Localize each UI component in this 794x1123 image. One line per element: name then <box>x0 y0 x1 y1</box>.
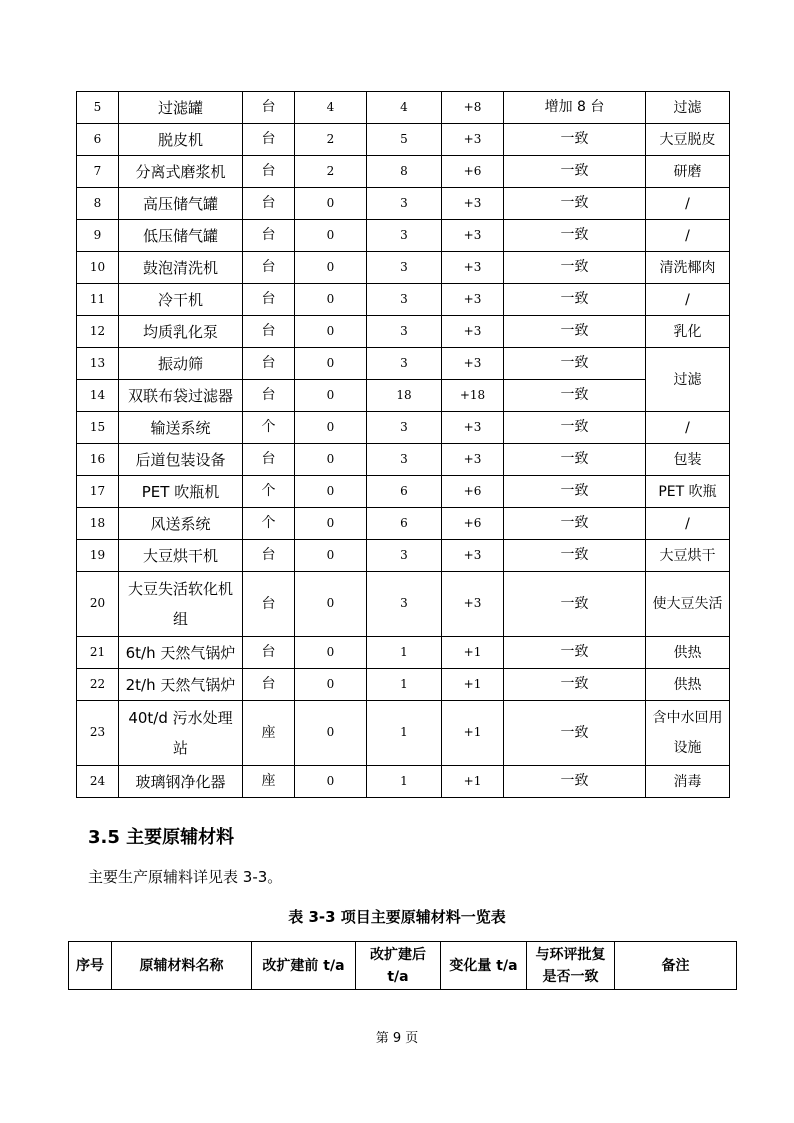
quantity-after: 6 <box>367 476 442 508</box>
note: 大豆脱皮 <box>646 124 730 156</box>
consistency: 一致 <box>504 380 646 412</box>
table-row <box>77 412 730 444</box>
quantity-change: +3 <box>442 412 504 444</box>
row-number: 5 <box>77 92 119 124</box>
table-row <box>77 669 730 701</box>
page-number: 第 9 页 <box>375 1031 419 1046</box>
quantity-change: +3 <box>442 220 504 252</box>
equipment-table <box>76 91 730 798</box>
quantity-change: +3 <box>442 444 504 476</box>
unit: 台 <box>243 540 295 572</box>
table-row <box>77 252 730 284</box>
header-cell: 备注 <box>615 942 737 990</box>
consistency: 增加 8 台 <box>504 92 646 124</box>
header-cell: 序号 <box>69 942 112 990</box>
table-row <box>77 348 730 380</box>
header-cell: 原辅材料名称 <box>112 942 252 990</box>
unit: 个 <box>243 412 295 444</box>
quantity-after: 4 <box>367 92 442 124</box>
quantity-before: 2 <box>295 124 367 156</box>
quantity-after: 3 <box>367 284 442 316</box>
quantity-before: 0 <box>295 220 367 252</box>
header-cell: 与环评批复是否一致 <box>527 942 615 990</box>
quantity-before: 4 <box>295 92 367 124</box>
equipment-name: 输送系统 <box>119 412 243 444</box>
consistency: 一致 <box>504 220 646 252</box>
table-row <box>77 444 730 476</box>
equipment-name: 40t/d 污水处理站 <box>119 701 243 766</box>
unit: 座 <box>243 766 295 798</box>
consistency: 一致 <box>504 348 646 380</box>
note: 包装 <box>646 444 730 476</box>
unit: 台 <box>243 220 295 252</box>
equipment-name: 2t/h 天然气锅炉 <box>119 669 243 701</box>
unit: 台 <box>243 348 295 380</box>
section-heading: 3.5 主要原辅材料 <box>88 827 235 848</box>
consistency: 一致 <box>504 572 646 637</box>
quantity-change: +3 <box>442 124 504 156</box>
row-number: 8 <box>77 188 119 220</box>
quantity-before: 0 <box>295 188 367 220</box>
table-row <box>77 284 730 316</box>
note: / <box>646 284 730 316</box>
quantity-before: 2 <box>295 156 367 188</box>
quantity-before: 0 <box>295 412 367 444</box>
equipment-name: 玻璃钢净化器 <box>119 766 243 798</box>
table-row <box>77 316 730 348</box>
quantity-after: 3 <box>367 348 442 380</box>
consistency: 一致 <box>504 284 646 316</box>
table-row <box>77 156 730 188</box>
row-number: 9 <box>77 220 119 252</box>
equipment-name: 鼓泡清洗机 <box>119 252 243 284</box>
equipment-name: 低压储气罐 <box>119 220 243 252</box>
unit: 座 <box>243 701 295 766</box>
table-row <box>77 540 730 572</box>
equipment-name: 脱皮机 <box>119 124 243 156</box>
quantity-after: 1 <box>367 637 442 669</box>
table-header-row <box>69 942 737 990</box>
equipment-name: 高压储气罐 <box>119 188 243 220</box>
quantity-change: +3 <box>442 572 504 637</box>
equipment-name: 风送系统 <box>119 508 243 540</box>
quantity-after: 3 <box>367 540 442 572</box>
equipment-name: 大豆失活软化机组 <box>119 572 243 637</box>
consistency: 一致 <box>504 701 646 766</box>
header-cell: 变化量 t/a <box>441 942 527 990</box>
quantity-before: 0 <box>295 252 367 284</box>
intro-text: 主要生产原辅料详见表 3-3。 <box>88 868 283 886</box>
row-number: 21 <box>77 637 119 669</box>
row-number: 11 <box>77 284 119 316</box>
note: 研磨 <box>646 156 730 188</box>
quantity-change: +6 <box>442 476 504 508</box>
table-row <box>77 476 730 508</box>
quantity-after: 5 <box>367 124 442 156</box>
header-cell: 改扩建前 t/a <box>252 942 356 990</box>
quantity-change: +3 <box>442 284 504 316</box>
row-number: 15 <box>77 412 119 444</box>
unit: 台 <box>243 156 295 188</box>
consistency: 一致 <box>504 444 646 476</box>
quantity-change: +1 <box>442 637 504 669</box>
quantity-change: +1 <box>442 669 504 701</box>
quantity-after: 3 <box>367 444 442 476</box>
quantity-change: +6 <box>442 156 504 188</box>
unit: 台 <box>243 444 295 476</box>
quantity-change: +3 <box>442 252 504 284</box>
row-number: 18 <box>77 508 119 540</box>
table-caption: 表 3-3 项目主要原辅材料一览表 <box>288 908 506 926</box>
note: / <box>646 220 730 252</box>
consistency: 一致 <box>504 188 646 220</box>
quantity-after: 6 <box>367 508 442 540</box>
row-number: 20 <box>77 572 119 637</box>
note: 大豆烘干 <box>646 540 730 572</box>
note: 使大豆失活 <box>646 572 730 637</box>
table-row <box>77 766 730 798</box>
quantity-before: 0 <box>295 669 367 701</box>
quantity-before: 0 <box>295 766 367 798</box>
quantity-before: 0 <box>295 380 367 412</box>
unit: 台 <box>243 124 295 156</box>
note: / <box>646 412 730 444</box>
table-row <box>77 220 730 252</box>
quantity-before: 0 <box>295 572 367 637</box>
unit: 台 <box>243 92 295 124</box>
equipment-name: PET 吹瓶机 <box>119 476 243 508</box>
quantity-after: 1 <box>367 669 442 701</box>
note: / <box>646 508 730 540</box>
unit: 台 <box>243 188 295 220</box>
note: 供热 <box>646 669 730 701</box>
materials-table <box>68 941 737 990</box>
quantity-change: +8 <box>442 92 504 124</box>
row-number: 16 <box>77 444 119 476</box>
consistency: 一致 <box>504 637 646 669</box>
quantity-before: 0 <box>295 540 367 572</box>
equipment-name: 过滤罐 <box>119 92 243 124</box>
note: 清洗椰肉 <box>646 252 730 284</box>
table-row <box>77 637 730 669</box>
quantity-after: 1 <box>367 701 442 766</box>
note: 消毒 <box>646 766 730 798</box>
quantity-change: +1 <box>442 701 504 766</box>
consistency: 一致 <box>504 766 646 798</box>
unit: 台 <box>243 284 295 316</box>
equipment-name: 大豆烘干机 <box>119 540 243 572</box>
consistency: 一致 <box>504 669 646 701</box>
quantity-before: 0 <box>295 508 367 540</box>
quantity-before: 0 <box>295 476 367 508</box>
quantity-after: 3 <box>367 188 442 220</box>
equipment-name: 双联布袋过滤器 <box>119 380 243 412</box>
equipment-table-body <box>77 92 730 798</box>
unit: 台 <box>243 669 295 701</box>
quantity-before: 0 <box>295 444 367 476</box>
quantity-change: +3 <box>442 540 504 572</box>
equipment-name: 冷干机 <box>119 284 243 316</box>
quantity-before: 0 <box>295 701 367 766</box>
note: PET 吹瓶 <box>646 476 730 508</box>
table-row <box>77 124 730 156</box>
note: / <box>646 188 730 220</box>
consistency: 一致 <box>504 156 646 188</box>
quantity-change: +3 <box>442 348 504 380</box>
equipment-name: 分离式磨浆机 <box>119 156 243 188</box>
note: 过滤 <box>646 348 730 412</box>
unit: 台 <box>243 380 295 412</box>
row-number: 14 <box>77 380 119 412</box>
equipment-name: 6t/h 天然气锅炉 <box>119 637 243 669</box>
note: 过滤 <box>646 92 730 124</box>
consistency: 一致 <box>504 412 646 444</box>
table-row <box>77 92 730 124</box>
quantity-after: 3 <box>367 572 442 637</box>
quantity-after: 8 <box>367 156 442 188</box>
row-number: 13 <box>77 348 119 380</box>
consistency: 一致 <box>504 316 646 348</box>
consistency: 一致 <box>504 508 646 540</box>
row-number: 12 <box>77 316 119 348</box>
row-number: 7 <box>77 156 119 188</box>
unit: 台 <box>243 572 295 637</box>
equipment-name: 均质乳化泵 <box>119 316 243 348</box>
row-number: 22 <box>77 669 119 701</box>
consistency: 一致 <box>504 476 646 508</box>
table-row <box>77 572 730 637</box>
quantity-change: +18 <box>442 380 504 412</box>
table-row <box>77 380 730 412</box>
consistency: 一致 <box>504 540 646 572</box>
quantity-change: +6 <box>442 508 504 540</box>
equipment-name: 后道包装设备 <box>119 444 243 476</box>
quantity-after: 3 <box>367 252 442 284</box>
unit: 台 <box>243 316 295 348</box>
quantity-after: 3 <box>367 412 442 444</box>
unit: 个 <box>243 476 295 508</box>
quantity-after: 3 <box>367 316 442 348</box>
row-number: 19 <box>77 540 119 572</box>
quantity-change: +1 <box>442 766 504 798</box>
quantity-change: +3 <box>442 316 504 348</box>
consistency: 一致 <box>504 124 646 156</box>
unit: 台 <box>243 252 295 284</box>
table-row <box>77 701 730 766</box>
quantity-before: 0 <box>295 348 367 380</box>
quantity-after: 18 <box>367 380 442 412</box>
quantity-change: +3 <box>442 188 504 220</box>
consistency: 一致 <box>504 252 646 284</box>
table-row <box>77 188 730 220</box>
quantity-after: 3 <box>367 220 442 252</box>
note: 含中水回用设施 <box>646 701 730 766</box>
row-number: 6 <box>77 124 119 156</box>
note: 供热 <box>646 637 730 669</box>
quantity-before: 0 <box>295 637 367 669</box>
row-number: 10 <box>77 252 119 284</box>
header-cell: 改扩建后 t/a <box>356 942 441 990</box>
unit: 个 <box>243 508 295 540</box>
row-number: 24 <box>77 766 119 798</box>
quantity-before: 0 <box>295 316 367 348</box>
row-number: 23 <box>77 701 119 766</box>
quantity-before: 0 <box>295 284 367 316</box>
note: 乳化 <box>646 316 730 348</box>
quantity-after: 1 <box>367 766 442 798</box>
equipment-name: 振动筛 <box>119 348 243 380</box>
table-row <box>77 508 730 540</box>
row-number: 17 <box>77 476 119 508</box>
unit: 台 <box>243 637 295 669</box>
